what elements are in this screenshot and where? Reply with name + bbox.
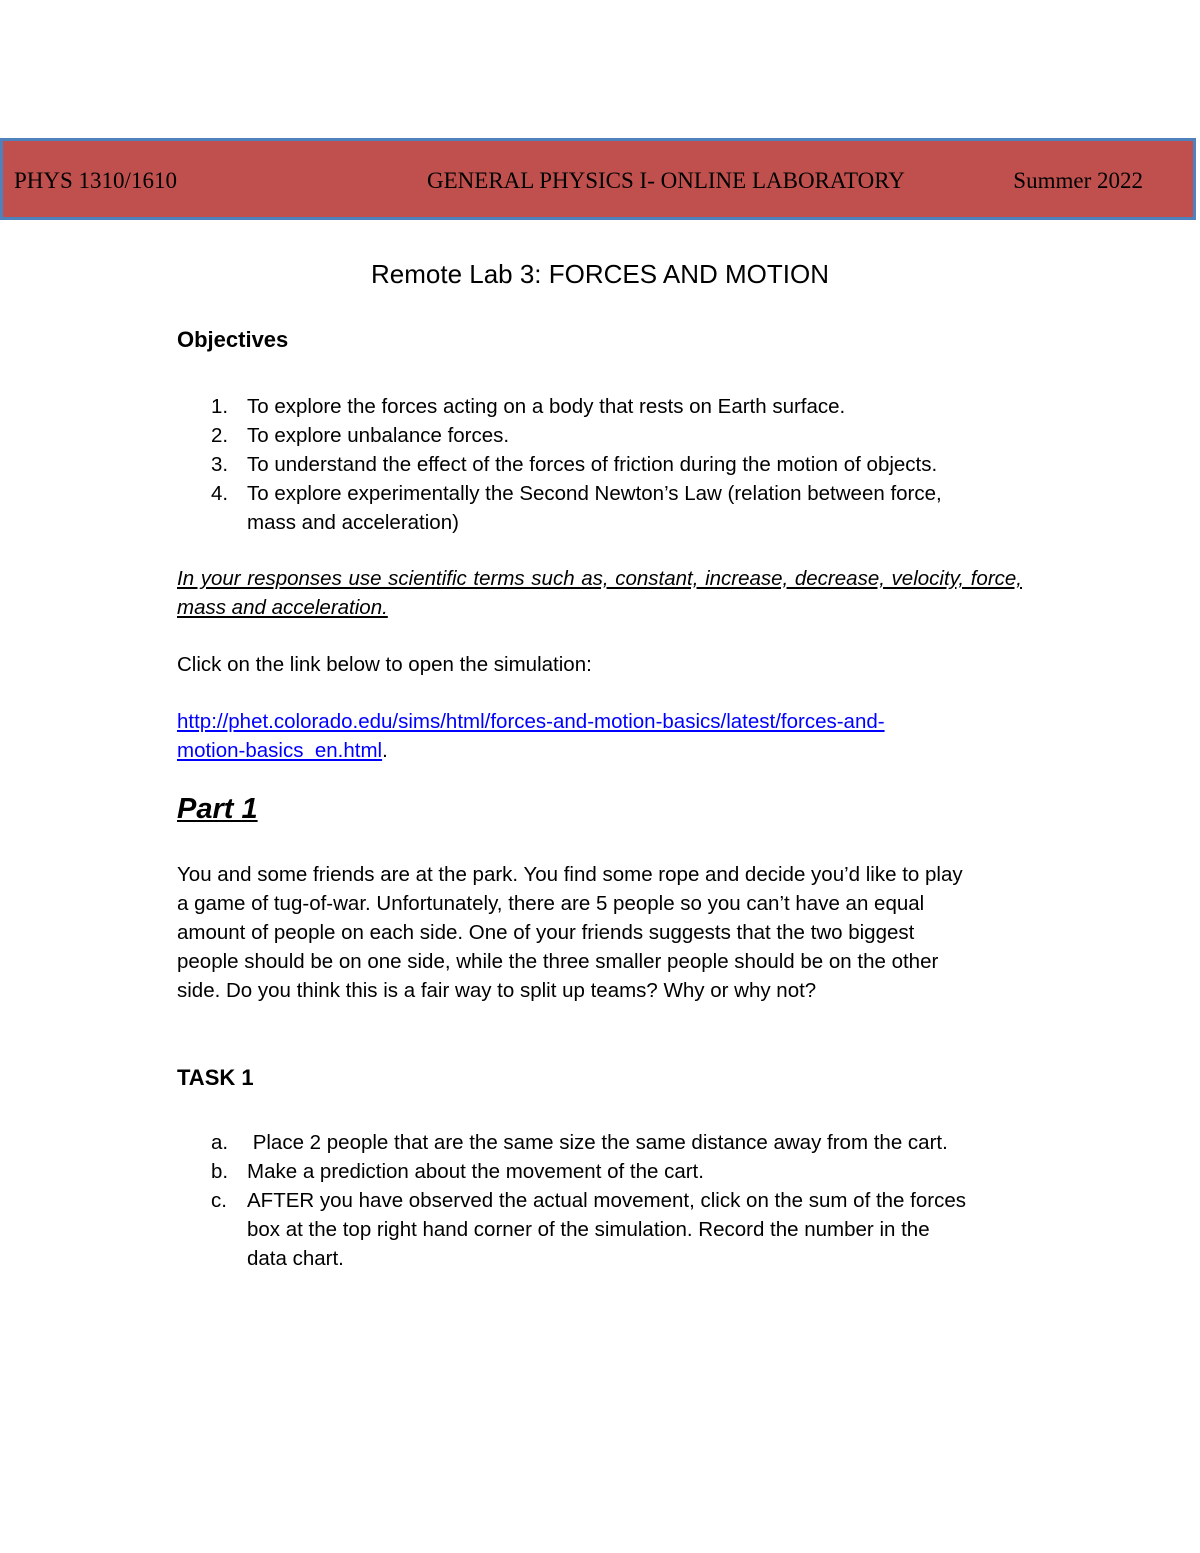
list-item-continuation	[0, 1215, 1200, 1244]
list-item	[0, 450, 1200, 479]
list-item-text: To explore unbalance forces.	[247, 424, 510, 447]
term-label: Summer 2022	[1013, 168, 1143, 193]
list-item	[0, 392, 1200, 421]
part-heading: Part 1	[177, 793, 258, 825]
simulation-link-continued[interactable]: motion-basics_en.html	[177, 739, 383, 762]
list-item	[0, 1186, 1200, 1215]
list-item-text: Make a prediction about the movement of the cart.	[247, 1160, 704, 1183]
simulation-link-block	[177, 707, 885, 765]
list-item-text: To explore the forces acting on a body that rests on Earth surface.	[247, 395, 846, 418]
list-item-text: To explore experimentally the Second Newton’s Law (relation between force,	[247, 482, 942, 505]
course-code: PHYS 1310/1610	[14, 168, 177, 193]
simulation-link[interactable]: http://phet.colorado.edu/sims/html/forces-and-motion-basics/latest/forces-and-	[177, 710, 885, 733]
list-marker: 4.	[211, 482, 229, 505]
paragraph-line: You and some friends are at the park. You find some rope and decide you’d like to play	[177, 863, 963, 886]
list-item-text: data chart.	[247, 1247, 344, 1270]
list-item-text: To understand the effect of the forces of friction during the motion of objects.	[247, 453, 938, 476]
list-marker: 1.	[211, 395, 229, 418]
objectives-list	[0, 392, 1200, 537]
list-item	[0, 479, 1200, 508]
list-marker: 2.	[211, 424, 229, 447]
paragraph-line: a game of tug-of-war. Unfortunately, there are 5 people so you can’t have an equal	[177, 892, 925, 915]
lab-title: Remote Lab 3: FORCES AND MOTION	[370, 259, 829, 289]
link-intro: Click on the link below to open the simulation:	[177, 653, 592, 676]
list-item-text: box at the top right hand corner of the simulation. Record the number in the	[247, 1218, 930, 1241]
objectives-heading: Objectives	[177, 327, 289, 352]
list-item-continuation	[0, 508, 1200, 537]
paragraph-line: side. Do you think this is a fair way to split up teams? Why or why not?	[177, 979, 817, 1002]
list-marker: c.	[211, 1189, 227, 1212]
list-item	[0, 1157, 1200, 1186]
course-title: GENERAL PHYSICS I- ONLINE LABORATORY	[427, 168, 905, 193]
list-item	[0, 1128, 1200, 1157]
list-item-continuation	[0, 1244, 1200, 1273]
list-item-text: AFTER you have observed the actual movement, click on the sum of the forces	[247, 1189, 966, 1212]
list-item-text: mass and acceleration)	[247, 511, 459, 534]
list-marker: a.	[211, 1131, 229, 1154]
task-list	[0, 1128, 1200, 1273]
scenario-paragraph	[177, 860, 963, 1005]
task-heading: TASK 1	[177, 1065, 254, 1090]
list-marker: 3.	[211, 453, 229, 476]
list-item-text: Place 2 people that are the same size the same distance away from the cart.	[247, 1131, 948, 1154]
link-period: .	[382, 739, 388, 762]
list-marker: b.	[211, 1160, 229, 1183]
instructions-note: In your responses use scientific terms such as, constant, increase, decrease, velocity, force, mass and acceleration.	[177, 567, 1022, 619]
paragraph-line: people should be on one side, while the three smaller people should be on the other	[177, 950, 939, 973]
paragraph-line: amount of people on each side. One of your friends suggests that the two biggest	[177, 921, 915, 944]
list-item	[0, 421, 1200, 450]
